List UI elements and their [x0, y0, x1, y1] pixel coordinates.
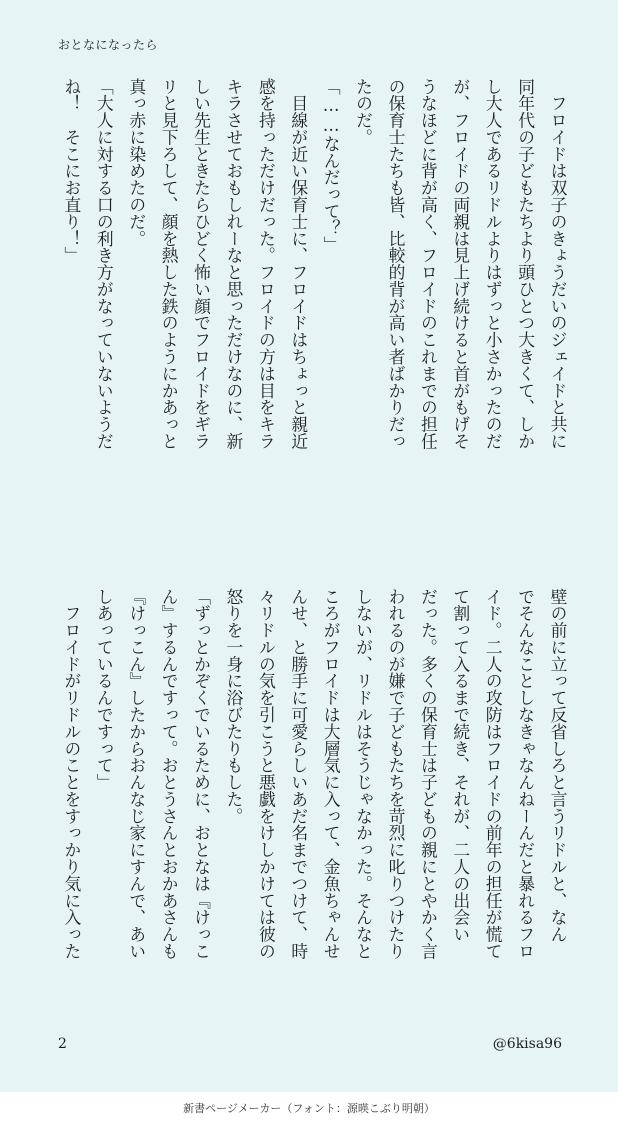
text-block-lower	[56, 588, 575, 988]
generator-credit: 新書ページメーカー（フォント：源暎こぶり明朝）	[183, 1102, 435, 1115]
text-line: キラさせておもしれーなと思っただけなのに、新	[223, 78, 244, 450]
text-line: 「ずっとかぞくでいるために、おとなは『けっこ	[191, 588, 212, 960]
text-line: の保育士たちも皆、比較的背が高い者ばかりだっ	[385, 78, 406, 450]
text-line: が、フロイドの両親は見上げ続けると首がもげそ	[450, 78, 471, 450]
text-line: し大人であるリドルよりはずっと小さかったのだ	[483, 78, 504, 450]
text-line: しないが、リドルはそうじゃなかった。そんなと	[353, 588, 374, 960]
text-line: リと見下ろして、顔を熱した鉄のようにかあっと	[159, 78, 180, 450]
text-line: 「……なんだって？」	[321, 78, 342, 254]
text-block-upper	[56, 78, 575, 518]
text-line: 怒りを一身に浴びたりもした。	[223, 588, 244, 825]
text-line: て割って入るまで続き、それが、二人の出会い	[450, 588, 471, 943]
text-line: 「大人に対する口の利き方がなっていないようだ	[94, 78, 115, 450]
page-number: 2	[58, 1036, 67, 1052]
running-header: おとなになったら	[58, 38, 159, 52]
text-line: たのだ。	[353, 78, 374, 146]
text-line: 『けっこん』したからおんなじ家にすんで、あい	[126, 588, 147, 960]
text-line: 同年代の子どもたちより頭ひとつ大きくて、しか	[515, 78, 536, 450]
text-line: 感を持っただけだった。フロイドの方は目をキラ	[256, 78, 277, 450]
text-line: んせ、と勝手に可愛らしいあだ名までつけて、時	[288, 588, 309, 960]
text-line: しあっているんですって」	[94, 588, 115, 791]
text-line: しい先生ときたらひどく怖い顔でフロイドをギラ	[191, 78, 212, 450]
text-line: 目線が近い保育士に、フロイドはちょっと親近	[288, 78, 309, 450]
text-line: われるのが嫌で子どもたちを苛烈に叱りつけたり	[385, 588, 406, 960]
text-line: ころがフロイドは大層気に入って、金魚ちゃんせ	[321, 588, 342, 960]
text-line: ん』するんですって。おとうさんとおかあさんも	[159, 588, 180, 960]
author-handle: @6kisa96	[492, 1036, 562, 1052]
text-line: イド。二人の攻防はフロイドの前年の担任が慌て	[483, 588, 504, 960]
text-line: フロイドは双子のきょうだいのジェイドと共に	[548, 78, 568, 450]
text-line: 々リドルの気を引こうと悪戯をけしかけては彼の	[256, 588, 277, 960]
text-line: でそんなことしなきゃなんねーんだと暴れるフロ	[515, 588, 536, 960]
text-line: フロイドがリドルのことをすっかり気に入った	[61, 588, 82, 960]
text-line: 真っ赤に染めたのだ。	[126, 78, 147, 247]
text-line: うなほどに背が高く、フロイドのこれまでの担任	[418, 78, 439, 450]
text-line: だった。多くの保育士は子どもの親にとやかく言	[418, 588, 439, 960]
text-line: ね！ そこにお直り！」	[61, 78, 82, 264]
text-line: 壁の前に立って反省しろと言うリドルと、なん	[548, 588, 568, 943]
